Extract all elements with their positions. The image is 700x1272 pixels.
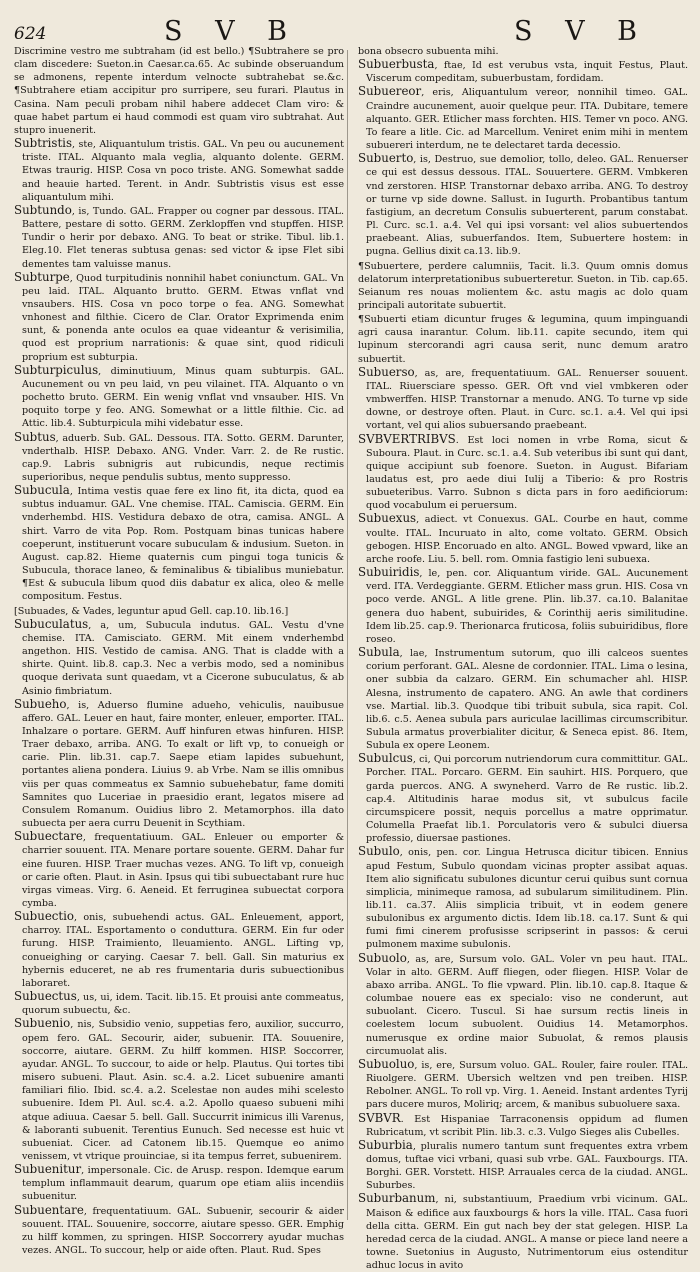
entry-headword: Subuectare <box>14 829 83 844</box>
entry-text: , ci, Qui porcorum nutriendorum cura committitur. GAL. Porcher. ITAL. Porcaro. GERM. Ein sauhirt. HIS. Porquero, que garda puercos. ANG. A swyneherd. Varro de Re rustic. lib.2. cap.4. Altitudinis harae modus sit, vt subulcus facile circumspicere possit, nequis porcellus a matre opprimatur. Columella Praefat lib.1. Porculatoris vero & subulci diuersa professio, diuersae pastiones. <box>366 754 688 845</box>
dictionary-entry <box>358 512 688 566</box>
dictionary-entry <box>14 618 344 698</box>
entry-headword: SVBVERTRIBVS <box>358 431 456 446</box>
dictionary-entry <box>14 204 344 271</box>
entry-headword: Subtundo <box>14 202 72 217</box>
entry-text: , adiect. vt Conuexus. GAL. Courbe en haut, comme voulte. ITAL. Incuruato in alto, come voltato. GERM. Obsich gebogen. HISP. Encoruado en alto. ANGL. Bowed vpward, like an arche roofe. Liu. 5. bell. rom. Omnia fastigio leni subuexa. <box>366 514 688 565</box>
dictionary-entry <box>14 1017 344 1163</box>
entry-text: Discrimine vestro me subtraham (id est bello.) ¶Subtrahere se pro clam discedere: Sueton.in Caesar.ca.65. Ac subinde obseruandum se admonens, repente interdum velnocte subtrahebat se.&c. ¶Subtrahere etiam accipitur pro surripere, seu furari. Plautus in Casina. Nam peculi probam nihil habere addecet Clam viro: & quae habet partum ei haud commodi est quam viro subtrahat. Aut stupro inuenerit. <box>14 46 344 136</box>
entry-text: ¶Subuerti etiam dicuntur fruges & legumina, quum impinguandi agri causa inarantur. Colum. lib.11. capite secundo, item qui lupinum stercorandi agri causa serit, nunc demum aratro subuertit. <box>358 314 688 365</box>
dictionary-entry <box>358 752 688 845</box>
entry-text: , is, Tundo. GAL. Frapper ou cogner par dessous. ITAL. Battere, pestare di sotto. GERM. Zerklopffen vnd stupffen. HISP. Tundir o herir por debaxo. ANG. To beat or strike. Tibul. lib.1. Eleg.10. Flet teneras subtusa genas: sed victor & ipse Flet sibi dementes tam valuisse manus. <box>22 205 344 270</box>
entry-headword: Subuiridis <box>358 565 420 580</box>
entry-headword: Suburbanum <box>358 1191 436 1206</box>
entry-text: , is, ere, Sursum voluo. GAL. Rouler, faire rouler. ITAL. Riuolgere. GERM. Ubersich weltzen vnd pen treiben. HISP. Rebolner. ANGL. To roll vp. Virg. 1. Aeneid. Instant ardentes Tyrij pars ducere muros, Moliriq; arcem, & manibus subuoluere saxa. <box>366 1059 688 1111</box>
entry-text: ¶Subuertere, perdere calumniis, Tacit. li.3. Quum omnis domus delatorum interpretationibus subuerteretur. Sueton. in Tib. cap.65. Seianum res nouas molientem &c. astu magis ac dolo quam principali autoritate subuertit. <box>358 260 688 311</box>
entry-text: , us, ui, idem. Tacit. lib.15. Et prouisi ante commeatus, quorum subuectu, &c. <box>22 992 344 1017</box>
dictionary-entry <box>358 366 688 433</box>
entry-text: . Est loci nomen in vrbe Roma, sicut & Suboura. Plaut. in Curc. sc.1. a.4. Sub veteribus ibi sunt qui dant, quique accipiunt sub foenore. Sueton. in August. Bifariam laudatus est, pro aede diui Iulij a Tiberio: & pro Rostris subueteribus. Varro. Subnon s dicta pars in foro aedificiorum: quod vocabulum ei peruersum. <box>366 434 688 512</box>
dictionary-entry <box>358 646 688 752</box>
dictionary-entry <box>14 990 344 1017</box>
dictionary-entry <box>358 44 688 58</box>
dictionary-entry <box>358 845 688 951</box>
entry-text: , eris, Aliquantulum vereor, nonnihil timeo. GAL. Craindre aucunement, auoir quelque peur. ITA. Dubitare, temere alquanto. GER. Etlicher mass forchten. HIS. Temer vn poco. ANG. To feare a litle. Cic. ad Marcellum. Veniret enim mihi in mentem subuereri interdum, ne te delectaret tarda decessio. <box>366 87 688 152</box>
entry-headword: Subuculatus <box>14 616 89 631</box>
dictionary-entry <box>358 1112 688 1139</box>
dictionary-entry <box>358 312 688 366</box>
entry-headword: Subuerbusta <box>358 57 435 72</box>
right-column <box>358 44 688 1272</box>
entry-text: , aduerb. Sub. GAL. Dessous. ITA. Sotto. GERM. Darunter, vnderthalb. HISP. Debaxo. ANG. Vnder. Varr. 2. de Re rustic. cap.9. Labris subnigris aut rubicundis, neque rectimis superioribus, neque pendulis subtus, mento suppresso. <box>22 432 344 483</box>
entry-text: , is, Destruo, sue demolior, tollo, deleo. GAL. Renuerser ce qui est dessus dessous. ITAL. Souuertere. GERM. Vmbkeren vnd zerstoren. HISP. Transtornar debaxo arriba. ANG. To destroy or turne vp side downe. Sallust. in Iugurth. Probantibus tantum fastigium, an decretum Consulis subuerterent, parum constabat. Pl. Curc. sc.1. a.4. Vel qui ipsi vorsant: vel alios subuertendos praebeant. Alias, subuerfandos. Item, Subuertere hostem: in pugna. Gellius dixit ca.13. lib.9. <box>366 154 688 258</box>
entry-headword: Subtus <box>14 429 56 444</box>
entry-headword: SVBVR <box>358 1110 401 1125</box>
entry-text: , onis, pen. cor. Lingua Hetrusca dicitur tibicen. Ennius apud Festum, Subulo quondam vicinas propter assibat aquas. Item alio significatu subulones dicuntur cerui quibus sunt cornua simplicia, minimeque ramosa, ad subularum similitudinem. Plin. lib.11. ca.37. Aliis simplicia tribuit, vt in eodem genere subulonibus ex argumento dictis. Idem lib.18. ca.17. Sunt & qui fumi fimi cinerem profusisse scripserint in passos: & cerui pulmonem maxime subulonis. <box>366 847 688 951</box>
dictionary-entry <box>14 910 344 990</box>
dictionary-entry <box>14 1163 344 1203</box>
entry-headword: Subuenitur <box>14 1162 82 1177</box>
dictionary-entry <box>14 1204 344 1258</box>
entry-headword: Subucula <box>14 483 70 498</box>
entry-text: bona obsecro subuenta mihi. <box>358 46 499 57</box>
entry-headword: Subuenio <box>14 1016 71 1031</box>
entry-text: , Intima vestis quae fere ex lino fit, ita dicta, quod ea subtus induamur. GAL. Vne chemise. ITAL. Camiscia. GERM. Ein vnderhembd. HIS. Vestidura debaxo de otra, camisa. ANGL. A shirt. Varro de vita Pop. Rom. Postquam binas tunicas habere coeperunt, instituerunt vocare subuculam & indusium. Sueton. in August. cap.82. Hieme quaternis cum pingui toga tunicis & Subucula, thorace laneo, & feminalibus & tibialibus muniebatur. ¶Est & subucula libum quod diis dabatur ex alica, oleo & melle compositum. Festus. <box>22 486 344 603</box>
dictionary-entry <box>358 566 688 646</box>
dictionary-entry <box>358 1192 688 1272</box>
entry-text: [Subuades, & Vades, leguntur apud Gell. cap.10. lib.16.] <box>14 605 289 617</box>
dictionary-entry <box>14 364 344 431</box>
entry-headword: Subula <box>358 645 400 660</box>
page-number: 624 <box>14 24 47 44</box>
dictionary-entry <box>358 1058 688 1112</box>
entry-text: , a, um, Subucula indutus. GAL. Vestu d'vne chemise. ITA. Camisciato. GERM. Mit einem vnderhembd angethon. HIS. Vestido de camisa. ANG. That is cladde with a shirte. Quint. lib.8. cap.3. Nec a verbis modo, sed a nominibus quoque derivata sunt quaedam, vt a Cicerone subuculatus, & ab Asinio fimbriatum. <box>22 619 344 697</box>
entry-text: , frequentatiuum. GAL. Enleuer ou emporter & charrier souuent. ITA. Menare portare souente. GERM. Dahar fur eine fuuren. HISP. Traer muchas vezes. ANG. To lift vp, conueigh or carie often. Plaut. in Asin. Ipsus qui tibi subuectabant rure huc virgas vimeas. Virg. 6. Aeneid. Et ferruginea subuectat corpora cymba. <box>22 832 344 909</box>
entry-headword: Suburbia <box>358 1137 413 1152</box>
entry-headword: Subuexus <box>358 511 417 526</box>
entry-text: , as, are, frequentatiuum. GAL. Renuerser souuent. ITAL. Riuersciare spesso. GER. Oft vnd viel vmbkeren oder vmbwerffen. HISP. Transtornar a menudo. ANG. To turne vp side downe, or destroye often. Plaut. in Curc. sc.1. a.4. Vel qui ipsi vortant, vel qui alios subuersando praebeant. <box>366 367 688 432</box>
entry-text: . Est Hispaniae Tarraconensis oppidum ad flumen Rubricatum, vt scribit Plin. lib.3. c.3. Vulgo Sieges alis Cubelles. <box>366 1113 688 1138</box>
dictionary-entry <box>358 85 688 152</box>
entry-headword: Subturpe <box>14 269 70 284</box>
entry-headword: Subulo <box>358 844 400 859</box>
running-head-right: S V B <box>514 16 650 47</box>
entry-text: , is, Aduerso flumine adueho, vehiculis, nauibusue affero. GAL. Leuer en haut, faire monter, enleuer, emporter. ITAL. Inhalzare o portare. GERM. Auff hinfuren etwas hinfuren. HISP. Traer debaxo, arriba. ANG. To exalt or lift vp, to conueigh or carie. Plin. lib.31. cap.7. Saepe etiam lapides subuehunt, portantes aliena pondera. Liuius 9. ab Vrbe. Nam se illis omnibus viis per quas commeatus ex Samnio subuehebatur, fame domiti Samnites quo Luceriae in praesidio erant, legatos misere ad Consulem Romanum. Ouidius libro 2. Metamorphos. illa dato subuecta per aera curru Deuenit in Scythiam. <box>22 699 344 830</box>
dictionary-entry <box>14 698 344 831</box>
entry-text: , ni, substantiuum, Praedium vrbi vicinum. GAL. Maison & edifice aux fauxbourgs & hors la ville. ITAL. Casa fuori della citta. GERM. Ein gut nach bey der stat gelegen. HISP. La heredad cerca de la ciudad. ANGL. A manse or piece land neere a towne. Suetonius in Augusto, Nutrimentorum eius ostenditur adhuc locus in avito <box>366 1194 688 1272</box>
running-head-left: S V B <box>164 16 300 47</box>
dictionary-entry <box>14 484 344 603</box>
dictionary-entry <box>358 433 688 513</box>
entry-text: , pluralis numero tantum sunt frequentes extra vrbem domus, tuftae vici vrbani, quasi sub vrbe. GAL. Fauxbourgs. ITA. Borghi. GER. Vorstett. HISP. Arrauales cerca de la ciudad. ANGL. Suburbes. <box>366 1140 688 1192</box>
entry-text: , onis, subuehendi actus. GAL. Enleuement, apport, charroy. ITAL. Esportamento o conduttura. GERM. Ein fur oder furung. HISP. Traimiento, lleuamiento. ANGL. Lifting vp, conueighing or carying. Caesar 7. bell. Gall. Sin maturius ex hybernis educeret, ne ab res frumentaria duris subuectionibus laboraret. <box>22 912 344 989</box>
dictionary-entry <box>358 259 688 313</box>
entry-text: , ftae, Id est verubus vsta, inquit Festus, Plaut. Viscerum compeditam, subuerbustam, fordidam. <box>366 60 688 85</box>
entry-headword: Subulcus <box>358 751 413 766</box>
dictionary-entry <box>358 952 688 1058</box>
entry-headword: Subuereor <box>358 84 422 99</box>
left-column <box>14 44 344 1257</box>
dictionary-entry <box>14 271 344 364</box>
entry-text: , Quod turpitudinis nonnihil habet coniunctum. GAL. Vn peu laid. ITAL. Alquanto brutto. GERM. Etwas vnflat vnd vnsaubers. HIS. Cosa vn poco torpe o fea. ANG. Somewhat vnhonest and filthie. Cicero de Clar. Orator Exprimenda enim sunt, & ponenda ante oculos ea quae videantur & verisimilia, quod est proprium narrationis: & quae sint, quod ridiculi proprium est subturpia. <box>22 272 344 363</box>
entry-headword: Subueho <box>14 696 67 711</box>
dictionary-entry <box>14 44 344 137</box>
entry-headword: Subuolo <box>358 950 407 965</box>
entry-headword: Subuectus <box>14 989 77 1004</box>
dictionary-entry <box>14 604 344 618</box>
dictionary-entry <box>14 431 344 485</box>
entry-headword: Subuoluo <box>358 1056 415 1071</box>
entry-text: , frequentatiuum. GAL. Subuenir, secourir & aider souuent. ITAL. Souuenire, soccorre, aiutare spesso. GER. Emphig zu hilff kommen, zu springen. HISP. Soccorrery ayudar muchas vezes. ANGL. To succour, help or aide often. Plaut. Rud. Spes <box>22 1205 344 1257</box>
entry-text: , diminutiuum, Minus quam subturpis. GAL. Aucunement ou vn peu laid, vn peu vilainet. ITA. Alquanto o vn pochetto bruto. GERM. Ein wenig vnflat vnd vnsauber. HIS. Vn poquito torpe y feo. ANG. Somewhat or a little filthie. Cic. ad Attic. lib.4. Subturpicula mihi videbatur esse. <box>22 365 344 430</box>
entry-text: , lae, Instrumentum sutorum, quo illi calceos suentes corium perforant. GAL. Alesne de cordonnier. ITAL. Lima o lesina, oner subbia da calzaro. GERM. Ein schumacher ahl. HISP. Alesna, instrumento de capatero. ANG. An awle that cordiners vse. Martial. lib.3. Quodque tibi tribuit subula, sica rapit. Col. lib.6. c.5. Aenea subula pars auriculae lacillimas circumscribitur. Subula armatus proverbialiter dicitur, & Seneca epist. 86. Item, Subula ex opere Leonem. <box>366 648 688 752</box>
entry-headword: Subuectio <box>14 909 75 924</box>
entry-text: , nis, Subsidio venio, suppetias fero, auxilior, succurro, opem fero. GAL. Secourir, aider, subuenir. ITA. Souuenire, soccorre, aiutare. GERM. Zu hilff kommen. HISP. Soccorrer, ayudar. ANGL. To succour, to aide or help. Plautus. Qui tortes tibi misero subueni. Plaut. Asin. sc.4. a.2. Licet subuenire amanti familiari filio. Ibid. sc.4. a.2. Scelestae non audes mihi scelesto subuenire. Idem Pl. Aul. sc.4. a.2. Apollo quaeso subueni mihi atque adiuua. Caesar 5. bell. Gall. Succurrit inimicus illi Varenus, & laboranti subuenit. Terentius Eunuch. Sed necesse est huic vt subueniat. Cicer. ad Catonem lib.15. Quemque eo animo venissem, vt vtrique prouinciae, si ita tempus ferret, subuenirem. <box>22 1019 344 1162</box>
column-rule <box>347 50 348 1220</box>
dictionary-entry <box>14 137 344 204</box>
entry-headword: Subuentare <box>14 1202 84 1217</box>
dictionary-entry <box>358 1139 688 1193</box>
dictionary-entry <box>358 58 688 85</box>
entry-text: , ste, Aliquantulum tristis. GAL. Vn peu ou aucunement triste. ITAL. Alquanto mala veglia, alquanto dolente. GERM. Etwas traurig. HISP. Cosa vn poco triste. ANG. Somewhat sadde and heauie harted. Terent. in Andr. Subtristis visus est esse aliquantulum mihi. <box>22 139 344 203</box>
entry-headword: Subuerso <box>358 364 415 379</box>
dictionary-entry <box>358 152 688 258</box>
page-header <box>14 14 686 46</box>
entry-headword: Subuerto <box>358 151 414 166</box>
entry-text: , as, are, Sursum volo. GAL. Voler vn peu haut. ITAL. Volar in alto. GERM. Auff fliegen, oder fliegen. HISP. Volar de abaxo arriba. ANGL. To flie vpward. Plin. lib.10. cap.8. Itaque & columbae nouere eas ex specialo: viso ne conderunt, aut subuolant. Cicero. Tuscul. Si hae sursum rectis lineis in coelestem locum subuolent. Ouidius 14. Metamorphos. numerusque ex ordine maior Subuolat, & remos plausis circumuolat alis. <box>366 953 688 1057</box>
dictionary-entry <box>14 830 344 910</box>
entry-headword: Subturpiculus <box>14 362 99 377</box>
entry-headword: Subtristis <box>14 136 73 151</box>
entry-text: , le, pen. cor. Aliquantum viride. GAL. Aucunement verd. ITA. Verdeggiante. GERM. Etlicher mass grun. HIS. Cosa vn poco verde. ANGL. A litle grene. Plin. lib.37. ca.10. Balanitae genera duo habent, subuirides, & Corinthij aeris similitudine. Idem lib.25. cap.9. Therionarca fruticosa, foliis subuiridibus, flore roseo. <box>366 568 688 645</box>
entry-text: , impersonale. Cic. de Arusp. respon. Idemque earum templum inflammauit dearum, quarum ope etiam aliis incendiis subuenitur. <box>22 1165 344 1203</box>
